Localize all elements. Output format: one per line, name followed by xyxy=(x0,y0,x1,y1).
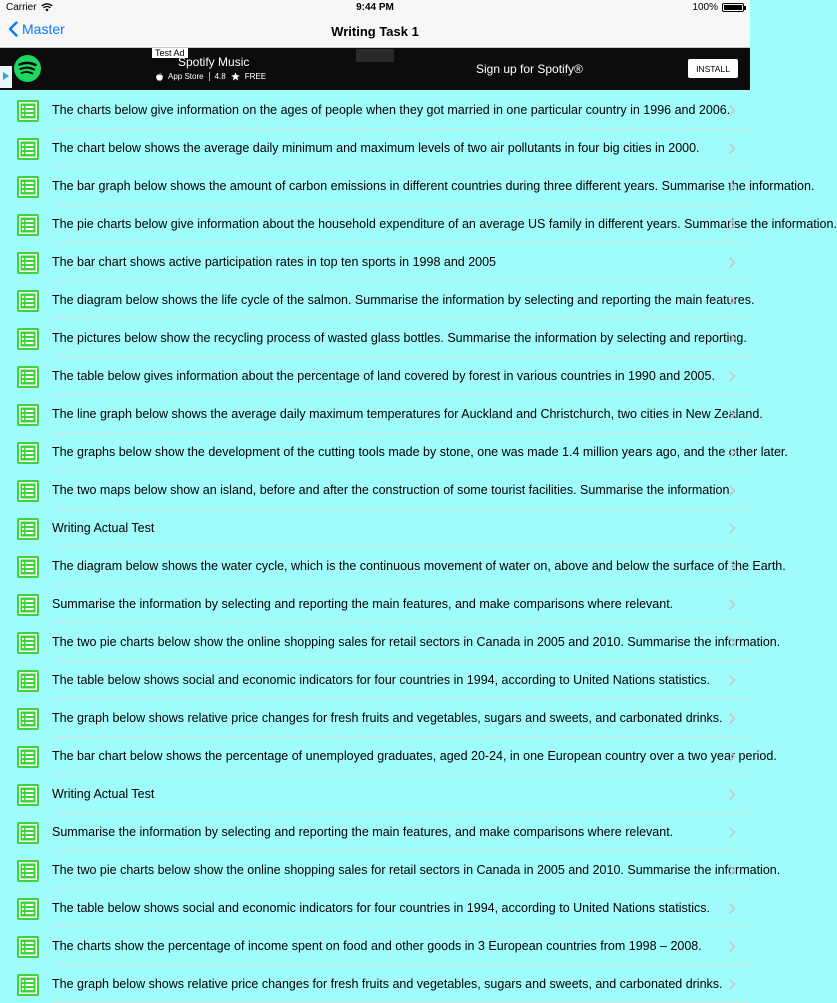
list-item[interactable] xyxy=(0,471,750,509)
chevron-right-icon xyxy=(728,750,736,763)
list-document-icon xyxy=(17,974,39,996)
list-document-icon xyxy=(17,404,39,426)
list-document-icon xyxy=(17,252,39,274)
list-item[interactable] xyxy=(0,509,750,547)
list-document-icon xyxy=(17,860,39,882)
list-item[interactable] xyxy=(0,167,815,205)
chevron-right-icon xyxy=(728,180,736,193)
status-right xyxy=(692,2,744,13)
list-item-label: The bar graph below shows the amount of carbon emissions in different countries during three different years. Summarise the information. xyxy=(52,179,815,193)
ad-price: FREE xyxy=(244,72,267,81)
list-item-label: The graph below shows relative price changes for fresh fruits and vegetables, sugars and sweets, and carbonated drinks. xyxy=(52,977,723,991)
list-item[interactable] xyxy=(0,357,750,395)
ad-rating: 4.8 xyxy=(214,72,226,81)
apple-icon xyxy=(156,73,163,81)
list-item-label: The charts show the percentage of income spent on food and other goods in 3 European countries from 1998 – 2008. xyxy=(52,939,702,953)
list-item-label: Writing Actual Test xyxy=(52,787,155,801)
list-item-label: The graph below shows relative price changes for fresh fruits and vegetables, sugars and sweets, and carbonated drinks. xyxy=(52,711,723,725)
list-item[interactable] xyxy=(0,129,750,167)
list-item-label: The graphs below show the development of the cutting tools made by stone, one was made 1.4 million years ago, and the other later. xyxy=(52,445,788,459)
list-document-icon xyxy=(17,328,39,350)
chevron-right-icon xyxy=(728,788,736,801)
chevron-right-icon xyxy=(728,712,736,725)
list-document-icon xyxy=(17,746,39,768)
list-item-label: The table below shows social and economic indicators for four countries in 1994, according to United Nations statistics. xyxy=(52,673,710,687)
chevron-right-icon xyxy=(728,370,736,383)
ad-thumbnail xyxy=(356,49,394,62)
chevron-right-icon xyxy=(728,294,736,307)
list-document-icon xyxy=(17,176,39,198)
back-label: Master xyxy=(22,21,65,37)
chevron-right-icon xyxy=(728,978,736,991)
ad-cta-text: Sign up for Spotify® xyxy=(476,62,583,76)
spotify-logo-icon xyxy=(14,55,41,82)
list-document-icon xyxy=(17,366,39,388)
carrier-label: Carrier xyxy=(6,2,37,13)
list-item[interactable] xyxy=(0,889,750,927)
ad-banner[interactable] xyxy=(0,48,750,90)
list-item-label: The bar chart below shows the percentage of unemployed graduates, aged 20-24, in one European country over a two year period. xyxy=(52,749,777,763)
battery-icon xyxy=(722,3,744,12)
list-document-icon xyxy=(17,632,39,654)
list-item-label: Writing Actual Test xyxy=(52,521,155,535)
task-list xyxy=(0,91,837,1003)
chevron-right-icon xyxy=(728,864,736,877)
list-item[interactable] xyxy=(0,281,755,319)
chevron-right-icon xyxy=(728,218,736,231)
status-bar xyxy=(0,0,750,16)
list-item-label: The two pie charts below show the online shopping sales for retail sectors in Canada in 2005 and 2010. Summarise the information. xyxy=(52,863,781,877)
chevron-right-icon xyxy=(728,408,736,421)
list-item-label: The table below gives information about the percentage of land covered by forest in various countries in 1990 and 2005. xyxy=(52,369,715,383)
list-item-label: The diagram below shows the life cycle of the salmon. Summarise the information by selecting and reporting the main features. xyxy=(52,293,755,307)
list-item[interactable] xyxy=(0,585,750,623)
list-document-icon xyxy=(17,442,39,464)
list-item-label: The two pie charts below show the online shopping sales for retail sectors in Canada in 2005 and 2010. Summarise the information. xyxy=(52,635,781,649)
list-item[interactable] xyxy=(0,91,750,129)
list-item-label: The table below shows social and economic indicators for four countries in 1994, according to United Nations statistics. xyxy=(52,901,710,915)
chevron-right-icon xyxy=(728,522,736,535)
star-icon xyxy=(231,72,240,81)
list-item-label: The bar chart shows active participation rates in top ten sports in 1998 and 2005 xyxy=(52,255,497,269)
list-document-icon xyxy=(17,214,39,236)
list-document-icon xyxy=(17,556,39,578)
battery-percent: 100% xyxy=(692,2,718,13)
list-item[interactable] xyxy=(0,965,750,1003)
status-time: 9:44 PM xyxy=(356,2,394,13)
list-item-label: The pie charts below give information about the household expenditure of an average US family in different years. Summarise the information. xyxy=(52,217,837,231)
ad-choices-icon[interactable] xyxy=(0,66,12,88)
list-item[interactable] xyxy=(0,319,750,357)
chevron-right-icon xyxy=(728,484,736,497)
list-item-label: The line graph below shows the average daily maximum temperatures for Auckland and Christchurch, two cities in New Zealand. xyxy=(52,407,763,421)
list-document-icon xyxy=(17,670,39,692)
list-item-label: The charts below give information on the ages of people when they got married in one particular country in 1996 and 2006. xyxy=(52,103,731,117)
ad-store: App Store xyxy=(168,72,204,81)
ad-app-name: Spotify Music xyxy=(178,55,250,69)
list-item[interactable] xyxy=(0,623,781,661)
chevron-right-icon xyxy=(728,826,736,839)
ad-meta xyxy=(156,72,266,81)
list-document-icon xyxy=(17,822,39,844)
chevron-right-icon xyxy=(728,674,736,687)
list-item[interactable] xyxy=(0,395,763,433)
list-item-label: The diagram below shows the water cycle, which is the continuous movement of water on, above and below the surface of the Earth. xyxy=(52,559,786,573)
chevron-right-icon xyxy=(728,142,736,155)
chevron-right-icon xyxy=(728,332,736,345)
list-item[interactable] xyxy=(0,661,750,699)
list-item[interactable] xyxy=(0,927,750,965)
list-document-icon xyxy=(17,480,39,502)
chevron-right-icon xyxy=(728,940,736,953)
list-item-label: Summarise the information by selecting and reporting the main features, and make comparisons where relevant. xyxy=(52,597,674,611)
list-document-icon xyxy=(17,138,39,160)
ad-label: Test Ad xyxy=(152,48,188,58)
list-document-icon xyxy=(17,100,39,122)
chevron-right-icon xyxy=(728,902,736,915)
list-item-label: The chart below shows the average daily minimum and maximum levels of two air pollutants in four big cities in 2000. xyxy=(52,141,700,155)
page-title: Writing Task 1 xyxy=(331,24,419,39)
chevron-right-icon xyxy=(728,104,736,117)
chevron-right-icon xyxy=(728,598,736,611)
list-item[interactable] xyxy=(0,813,750,851)
navigation-bar xyxy=(0,16,750,48)
list-item[interactable] xyxy=(0,547,786,585)
chevron-right-icon xyxy=(728,446,736,459)
list-item[interactable] xyxy=(0,433,788,471)
chevron-right-icon xyxy=(728,560,736,573)
install-button[interactable]: INSTALL xyxy=(688,59,738,78)
list-item-label: The pictures below show the recycling process of wasted glass bottles. Summarise the information by selecting and reporting. xyxy=(52,331,747,345)
list-item[interactable] xyxy=(0,205,837,243)
list-document-icon xyxy=(17,290,39,312)
list-document-icon xyxy=(17,898,39,920)
list-item[interactable] xyxy=(0,699,750,737)
list-item[interactable] xyxy=(0,775,750,813)
list-document-icon xyxy=(17,936,39,958)
list-document-icon xyxy=(17,784,39,806)
list-item[interactable] xyxy=(0,851,781,889)
list-document-icon xyxy=(17,594,39,616)
meta-divider xyxy=(209,72,210,81)
list-document-icon xyxy=(17,518,39,540)
list-item-label: Summarise the information by selecting and reporting the main features, and make comparisons where relevant. xyxy=(52,825,674,839)
chevron-right-icon xyxy=(728,636,736,649)
chevron-right-icon xyxy=(728,256,736,269)
list-item[interactable] xyxy=(0,737,777,775)
list-item-label: The two maps below show an island, before and after the construction of some tourist facilities. Summarise the information. xyxy=(52,483,733,497)
list-item[interactable] xyxy=(0,243,750,281)
list-document-icon xyxy=(17,708,39,730)
